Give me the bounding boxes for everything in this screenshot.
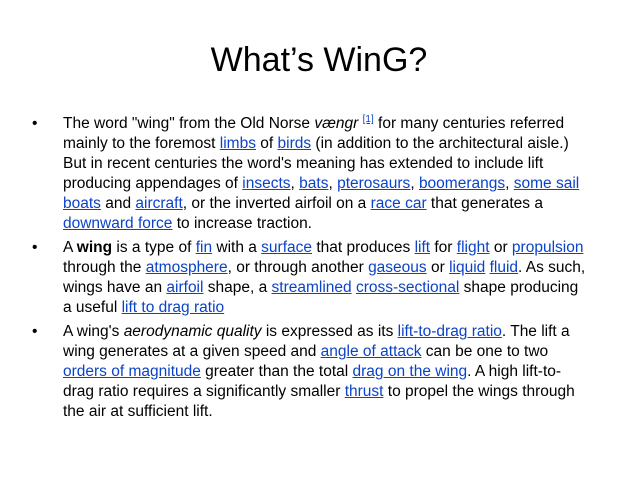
text-run: shape, a [203, 279, 272, 296]
wiki-link[interactable]: some sail boats [63, 175, 580, 212]
text-run: , or through another [227, 259, 369, 276]
bullet-item [30, 114, 590, 234]
wiki-link[interactable]: lift-to-drag ratio [397, 323, 502, 340]
wiki-link[interactable]: surface [261, 239, 313, 256]
wiki-link[interactable]: [1] [362, 113, 374, 125]
wiki-link[interactable]: bats [299, 175, 329, 192]
citation-superscript [363, 114, 374, 125]
text-run: A wing's [63, 323, 124, 340]
text-run: for many centuries referred mainly to the foremost [63, 115, 565, 152]
italic-text: vængr [314, 115, 359, 132]
wiki-link[interactable]: orders of magnitude [63, 363, 201, 380]
wiki-link[interactable]: birds [277, 135, 312, 152]
text-run: . As such, wings have an [63, 259, 586, 296]
text-run: is expressed as its [261, 323, 398, 340]
text-run: with a [212, 239, 262, 256]
wiki-link[interactable]: pterosaurs [337, 175, 411, 192]
wiki-link[interactable]: insects [242, 175, 291, 192]
text-run: through the [63, 259, 146, 276]
text-run: , [328, 175, 338, 192]
text-run: and [100, 195, 136, 212]
wiki-link[interactable]: aircraft [135, 195, 183, 212]
text-run: . The lift a wing generates at a given speed and [63, 323, 570, 360]
wiki-link[interactable]: lift to drag ratio [121, 299, 225, 316]
text-run: shape producing a useful [63, 279, 579, 316]
wiki-link[interactable]: limbs [219, 135, 256, 152]
wiki-link[interactable]: liquid [449, 259, 486, 276]
text-run: is a type of [112, 239, 196, 256]
text-run: to propel the wings through the air at sufficient lift. [63, 383, 575, 420]
text-run: to increase traction. [172, 215, 312, 232]
text-run: . A high lift-to-drag ratio requires a significantly smaller [63, 363, 562, 400]
bullet-item [30, 322, 590, 422]
text-run: greater than the total [200, 363, 353, 380]
text-run: that produces [312, 239, 415, 256]
bullet-list [30, 114, 590, 426]
wiki-link[interactable]: race car [370, 195, 427, 212]
wiki-link[interactable]: atmosphere [145, 259, 228, 276]
slide-title: What’s WinG? [210, 41, 428, 79]
wiki-link[interactable]: downward force [63, 215, 173, 232]
text-run: A [63, 239, 77, 256]
wiki-link[interactable]: gaseous [368, 259, 427, 276]
text-run: , [410, 175, 419, 192]
text-run: for [430, 239, 457, 256]
text-run: or [489, 239, 512, 256]
wiki-link[interactable]: cross-sectional [355, 279, 460, 296]
text-run: , [290, 175, 300, 192]
text-run: , [505, 175, 514, 192]
text-run: that generates a [426, 195, 543, 212]
wiki-link[interactable]: fluid [489, 259, 519, 276]
bullet-item [30, 238, 590, 318]
wiki-link[interactable]: lift [414, 239, 431, 256]
text-run: can be one to two [421, 343, 549, 360]
text-run: The word "wing" from the Old Norse [63, 115, 315, 132]
text-run: (in addition to the architectural aisle.) But in recent centuries the word's meaning has extended to include lift producing appendages of [63, 135, 569, 192]
wiki-link[interactable]: drag on the wing [352, 363, 468, 380]
text-run: or [426, 259, 450, 276]
wiki-link[interactable]: airfoil [166, 279, 204, 296]
wiki-link[interactable]: boomerangs [418, 175, 506, 192]
text-run: of [255, 135, 278, 152]
wiki-link[interactable]: streamlined [271, 279, 352, 296]
wiki-link[interactable]: flight [456, 239, 490, 256]
wiki-link[interactable]: fin [195, 239, 213, 256]
wiki-link[interactable]: angle of attack [320, 343, 422, 360]
wiki-link[interactable]: thrust [344, 383, 384, 400]
text-run: , or the inverted airfoil on a [182, 195, 371, 212]
bold-text: wing [76, 239, 113, 256]
italic-text: aerodynamic quality [123, 323, 262, 340]
wiki-link[interactable]: propulsion [511, 239, 584, 256]
